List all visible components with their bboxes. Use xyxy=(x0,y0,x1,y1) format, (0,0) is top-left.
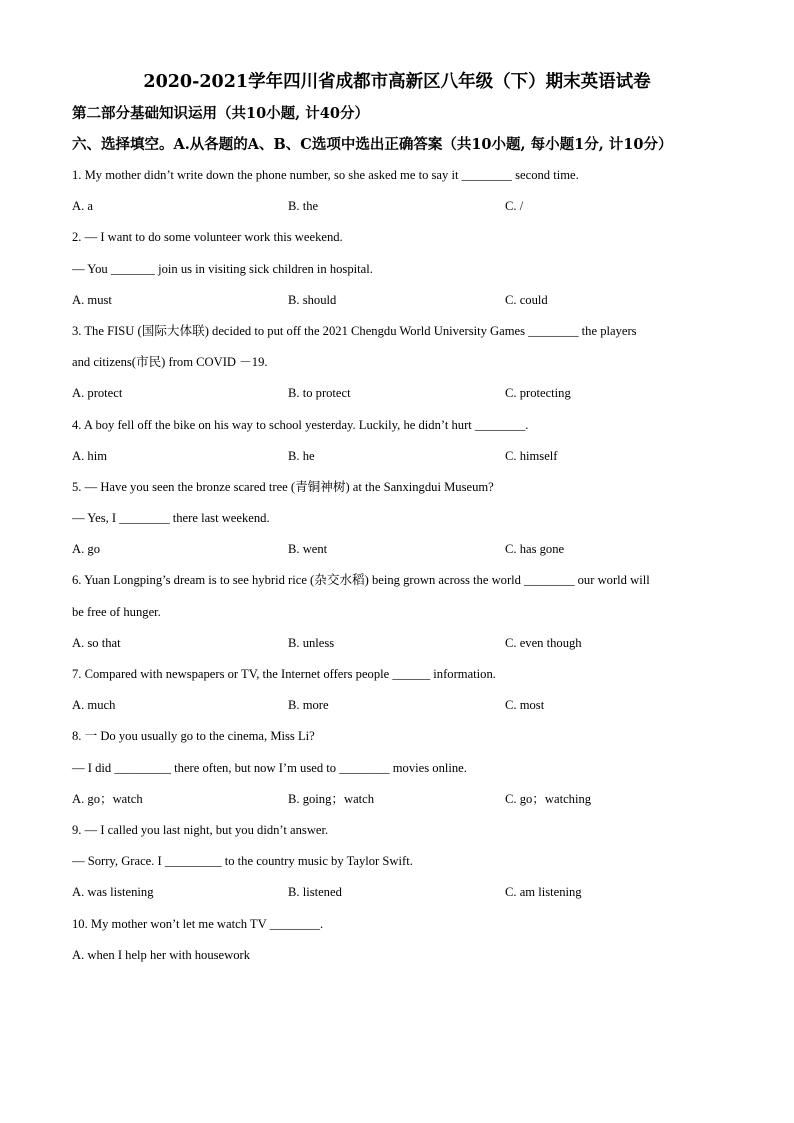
option-b: B. listened xyxy=(288,885,342,900)
option-b: B. should xyxy=(288,292,337,307)
answer-options xyxy=(72,285,722,316)
option-c: C. most xyxy=(505,698,545,713)
option-b: B. to protect xyxy=(288,386,351,401)
option-a: A. must xyxy=(72,292,112,307)
option-c: C. himself xyxy=(505,448,558,463)
answer-options xyxy=(72,534,722,565)
option-a: A. so that xyxy=(72,635,121,650)
instruction-text: 六、选择填空。A.从各题的A、B、C选项中选出正确答案（共10小题, 每小题1分, 计10分） xyxy=(72,136,673,153)
option-c: C. has gone xyxy=(505,542,565,557)
option-b: B. went xyxy=(288,542,328,557)
question-text: 10. My mother won’t let me watch TV ________. xyxy=(72,916,324,931)
section-heading: 第二部分基础知识运用（共10小题, 计40分） xyxy=(72,105,369,122)
question-text: 9. — I called you last night, but you didn’t answer. xyxy=(72,822,329,837)
question-list xyxy=(72,160,722,971)
option-b: B. the xyxy=(288,199,319,214)
option-a: A. was listening xyxy=(72,885,154,900)
question-text: — Sorry, Grace. I _________ to the country music by Taylor Swift. xyxy=(72,854,413,869)
option-a: A. him xyxy=(72,448,107,463)
exam-page xyxy=(72,66,722,971)
question-text: 3. The FISU (国际大体联) decided to put off the 2021 Chengdu World University Games ________ the players xyxy=(72,323,637,338)
answer-options xyxy=(72,441,722,472)
option-a: A. when I help her with housework xyxy=(72,947,251,962)
option-b: B. unless xyxy=(288,635,335,650)
option-c: C. protecting xyxy=(505,386,571,401)
option-c: C. even though xyxy=(505,635,582,650)
option-a: A. go；watch xyxy=(72,791,143,806)
option-a: A. much xyxy=(72,698,116,713)
question-text: be free of hunger. xyxy=(72,604,161,619)
option-b: B. he xyxy=(288,448,315,463)
question-text: — Yes, I ________ there last weekend. xyxy=(72,511,270,526)
answer-options xyxy=(72,628,722,659)
question-text: 6. Yuan Longping’s dream is to see hybrid rice (杂交水稻) being grown across the world ________ our world will xyxy=(72,573,650,588)
question-text: 2. — I want to do some volunteer work this weekend. xyxy=(72,230,343,245)
option-a: A. a xyxy=(72,199,93,214)
option-b: B. going；watch xyxy=(288,791,375,806)
question-text: 1. My mother didn’t write down the phone number, so she asked me to say it ________ second time. xyxy=(72,168,579,182)
question-text: and citizens(市民) from COVID －19. xyxy=(72,355,268,370)
question-text: — I did _________ there often, but now I’m used to ________ movies online. xyxy=(72,760,467,775)
option-c: C. am listening xyxy=(505,885,582,900)
answer-options xyxy=(72,877,722,908)
option-b: B. more xyxy=(288,698,329,713)
answer-options xyxy=(72,784,722,815)
option-c: C. / xyxy=(505,199,524,214)
option-a: A. go xyxy=(72,542,100,557)
question-text: — You _______ join us in visiting sick children in hospital. xyxy=(72,261,373,276)
question-text: 5. — Have you seen the bronze scared tree (青铜神树) at the Sanxingdui Museum? xyxy=(72,479,494,494)
question-text: 4. A boy fell off the bike on his way to school yesterday. Luckily, he didn’t hurt ________. xyxy=(72,417,529,432)
option-c: C. could xyxy=(505,292,548,307)
answer-options xyxy=(72,940,722,971)
option-c: C. go；watching xyxy=(505,791,592,806)
answer-options xyxy=(72,378,722,409)
question-text: 8. 一 Do you usually go to the cinema, Miss Li? xyxy=(72,729,315,744)
option-a: A. protect xyxy=(72,386,123,401)
question-text: 7. Compared with newspapers or TV, the Internet offers people ______ information. xyxy=(72,667,496,681)
exam-title: 2020-2021学年四川省成都市高新区八年级（下）期末英语试卷 xyxy=(143,72,651,92)
answer-options xyxy=(72,690,722,721)
answer-options xyxy=(72,191,722,222)
